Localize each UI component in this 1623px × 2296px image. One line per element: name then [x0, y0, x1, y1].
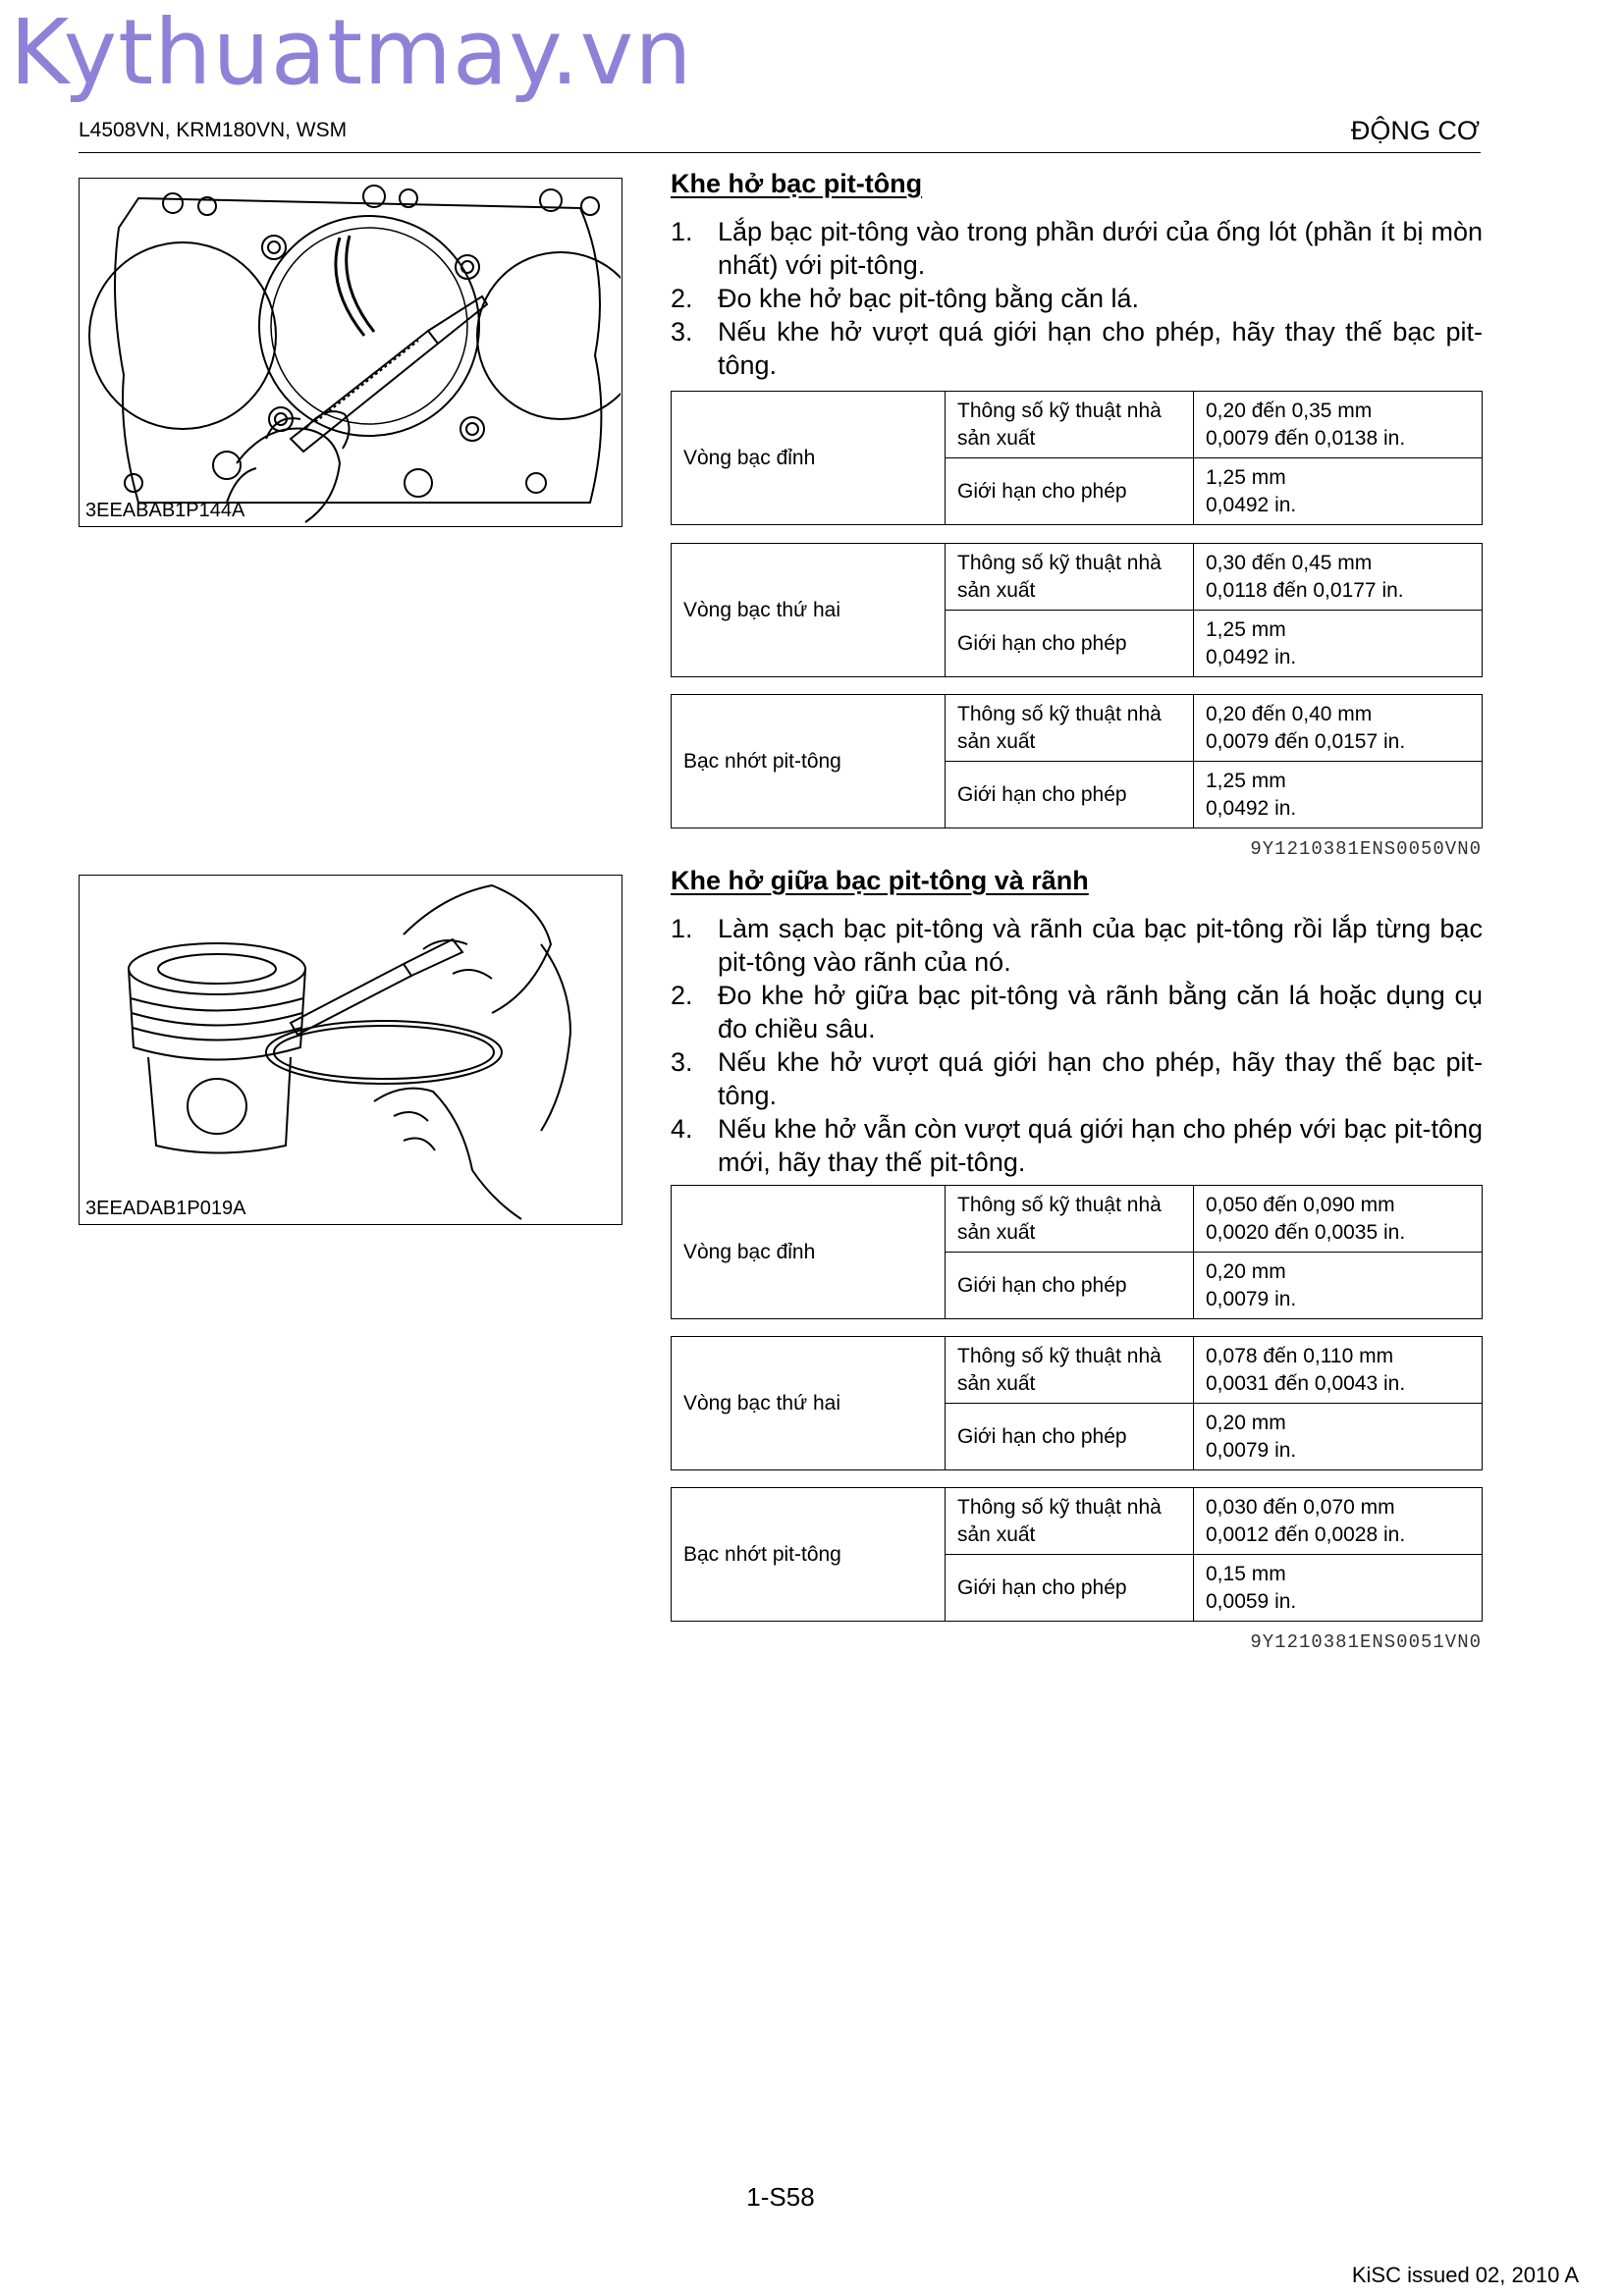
spec-value: 0,20 đến 0,40 mm 0,0079 đến 0,0157 in. [1194, 695, 1483, 762]
header-rule [79, 152, 1481, 153]
ring-name: Vòng bạc đỉnh [672, 1186, 946, 1319]
step-text: Nếu khe hở vượt quá giới hạn cho phép, hãy thay thế bạc pit-tông. [718, 1047, 1483, 1110]
ring-gap-illustration [80, 179, 621, 525]
reference-code: 9Y1210381ENS0050VN0 [1250, 838, 1482, 860]
figure-label: 3EEABAB1P144A [85, 500, 245, 521]
step-item [671, 912, 1483, 979]
section-title-ring-gap: Khe hở bạc pit-tông [671, 169, 923, 198]
step-number: 3. [671, 317, 693, 347]
ring-name: Vòng bạc đỉnh [672, 392, 946, 525]
spec-value: 0,078 đến 0,110 mm 0,0031 đến 0,0043 in. [1194, 1337, 1483, 1404]
section-title-ring-groove: Khe hở giữa bạc pit-tông và rãnh [671, 866, 1089, 895]
limit-label: Giới hạn cho phép [946, 458, 1194, 525]
spec-value: 0,20 đến 0,35 mm 0,0079 đến 0,0138 in. [1194, 392, 1483, 458]
spec-label: Thông số kỹ thuật nhà sản xuất [946, 392, 1194, 458]
footer-issue: KiSC issued 02, 2010 A [1351, 2263, 1579, 2287]
limit-value: 0,15 mm 0,0059 in. [1194, 1555, 1483, 1622]
spec-label: Thông số kỹ thuật nhà sản xuất [946, 695, 1194, 762]
steps-ring-gap [671, 215, 1483, 382]
watermark: Kythuatmay.vn [10, 0, 693, 105]
limit-value: 1,25 mm 0,0492 in. [1194, 762, 1483, 828]
step-text: Nếu khe hở vẫn còn vượt quá giới hạn cho phép với bạc pit-tông mới, hãy thay thế pit-tông. [718, 1114, 1483, 1177]
piston-groove-illustration [80, 876, 621, 1223]
figure-ring-gap [79, 178, 622, 527]
limit-label: Giới hạn cho phép [946, 1404, 1194, 1470]
figure-label: 3EEADAB1P019A [85, 1198, 246, 1219]
spec-label: Thông số kỹ thuật nhà sản xuất [946, 1186, 1194, 1253]
step-number: 2. [671, 284, 693, 313]
figure-ring-groove [79, 875, 622, 1225]
limit-value: 0,20 mm 0,0079 in. [1194, 1404, 1483, 1470]
limit-label: Giới hạn cho phép [946, 762, 1194, 828]
step-item [671, 1045, 1483, 1112]
header-model: L4508VN, KRM180VN, WSM [79, 119, 348, 141]
spec-table-second-ring [671, 1336, 1483, 1470]
spec-value: 0,030 đến 0,070 mm 0,0012 đến 0,0028 in. [1194, 1488, 1483, 1555]
limit-value: 1,25 mm 0,0492 in. [1194, 611, 1483, 677]
spec-table-second-ring [671, 543, 1483, 677]
step-item [671, 282, 1483, 315]
limit-value: 1,25 mm 0,0492 in. [1194, 458, 1483, 525]
step-item [671, 215, 1483, 282]
limit-label: Giới hạn cho phép [946, 611, 1194, 677]
step-number: 4. [671, 1114, 693, 1144]
step-item [671, 979, 1483, 1045]
step-number: 2. [671, 981, 693, 1010]
limit-value: 0,20 mm 0,0079 in. [1194, 1253, 1483, 1319]
spec-label: Thông số kỹ thuật nhà sản xuất [946, 1337, 1194, 1404]
ring-name: Vòng bạc thứ hai [672, 1337, 946, 1470]
spec-label: Thông số kỹ thuật nhà sản xuất [946, 1488, 1194, 1555]
steps-ring-groove [671, 912, 1483, 1179]
step-number: 1. [671, 217, 693, 246]
spec-value: 0,30 đến 0,45 mm 0,0118 đến 0,0177 in. [1194, 544, 1483, 611]
spec-table-oil-ring [671, 694, 1483, 828]
spec-table-top-ring [671, 1185, 1483, 1319]
spec-table-oil-ring [671, 1487, 1483, 1622]
step-text: Đo khe hở giữa bạc pit-tông và rãnh bằng căn lá hoặc dụng cụ đo chiều sâu. [718, 981, 1483, 1043]
step-text: Nếu khe hở vượt quá giới hạn cho phép, hãy thay thế bạc pit-tông. [718, 317, 1483, 380]
spec-label: Thông số kỹ thuật nhà sản xuất [946, 544, 1194, 611]
spec-value: 0,050 đến 0,090 mm 0,0020 đến 0,0035 in. [1194, 1186, 1483, 1253]
ring-name: Bạc nhớt pit-tông [672, 1488, 946, 1622]
step-text: Làm sạch bạc pit-tông và rãnh của bạc pit-tông rồi lắp từng bạc pit-tông vào rãnh của nó. [718, 914, 1483, 977]
step-item [671, 315, 1483, 382]
ring-name: Bạc nhớt pit-tông [672, 695, 946, 828]
header-chapter: ĐỘNG CƠ [1350, 116, 1480, 145]
ring-name: Vòng bạc thứ hai [672, 544, 946, 677]
spec-table-top-ring [671, 391, 1483, 525]
limit-label: Giới hạn cho phép [946, 1253, 1194, 1319]
step-number: 1. [671, 914, 693, 943]
step-text: Lắp bạc pit-tông vào trong phần dưới của ống lót (phần ít bị mòn nhất) với pit-tông. [718, 217, 1483, 280]
step-text: Đo khe hở bạc pit-tông bằng căn lá. [718, 284, 1139, 313]
reference-code: 9Y1210381ENS0051VN0 [1250, 1631, 1482, 1653]
step-number: 3. [671, 1047, 693, 1077]
limit-label: Giới hạn cho phép [946, 1555, 1194, 1622]
step-item [671, 1112, 1483, 1179]
page-number: 1-S58 [746, 2182, 815, 2212]
